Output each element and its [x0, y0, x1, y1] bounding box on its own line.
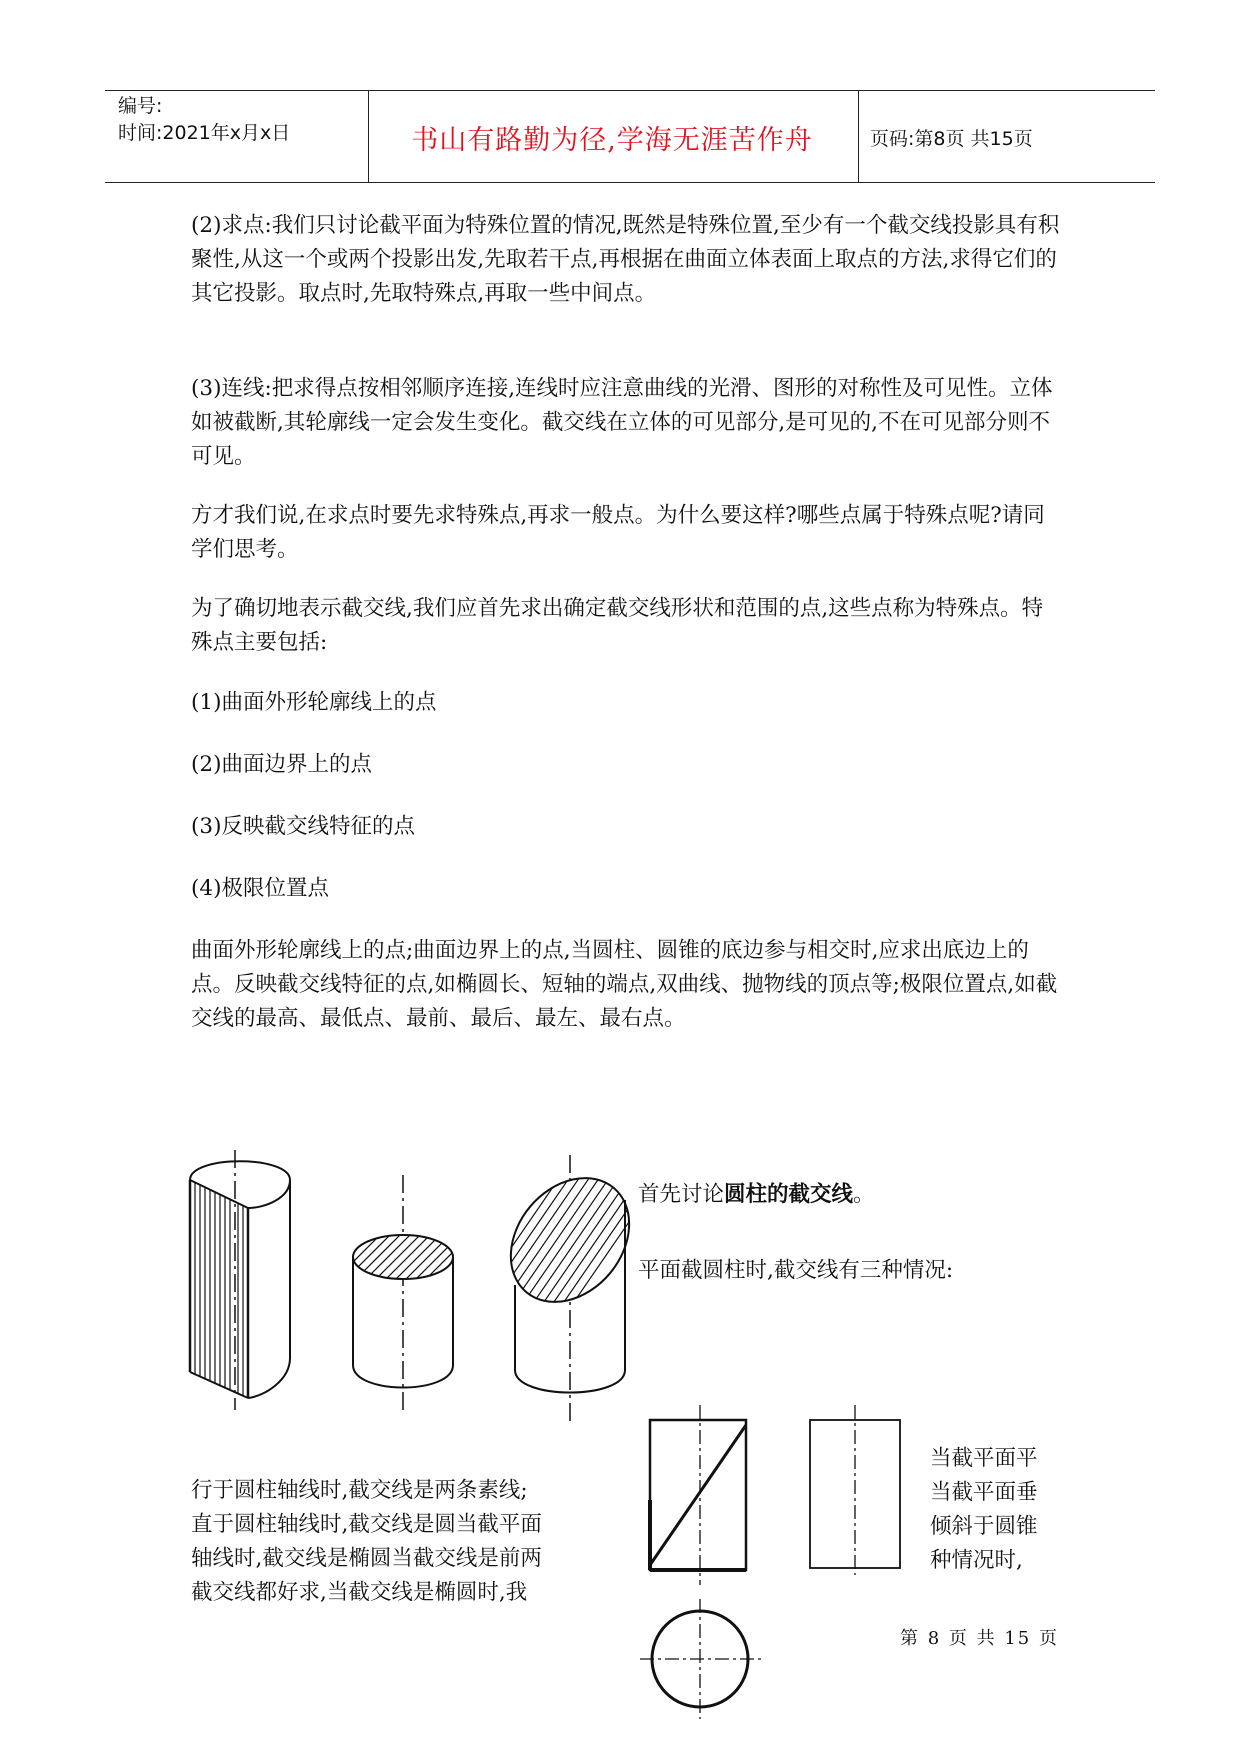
- cylinder-intro-text: [638, 1178, 875, 1212]
- header-motto: 书山有路勤为径,学海无涯苦作舟: [411, 125, 813, 156]
- intro-bold: 圆柱的截交线: [724, 1182, 854, 1207]
- paragraph-special-points: 为了确切地表示截交线,我们应首先求出确定截交线形状和范围的点,这些点称为特殊点。特殊点主要包括:: [191, 596, 1044, 655]
- list-item-4: (4)极限位置点: [191, 876, 329, 901]
- header-divider-right: [858, 90, 859, 182]
- left-line-3: 轴线时,截交线是椭圆当截交线是前两: [191, 1546, 542, 1571]
- paragraph-question: 方才我们说,在求点时要先求特殊点,再求一般点。为什么要这样?哪些点属于特殊点呢?请同学们思考。: [191, 503, 1045, 562]
- left-line-1: 行于圆柱轴线时,截交线是两条素线;: [191, 1478, 528, 1503]
- cylinder-oblique-cut-figure: [505, 1155, 635, 1425]
- paragraph-connect-lines: (3)连线:把求得点按相邻顺序连接,连线时应注意曲线的光滑、图形的对称性及可见性。立体如被截断,其轮廓线一定会发生变化。截交线在立体的可见部分,是可见的,不在可见部分则不可见。: [191, 376, 1053, 469]
- paragraph-point-types: 曲面外形轮廓线上的点;曲面边界上的点,当圆柱、圆锥的底边参与相交时,应求出底边上的点。反映截交线特征的点,如椭圆长、短轴的端点,双曲线、抛物线的顶点等;极限位置点,如截交线的最高、最低点、最前、最后、最左、最右点。: [191, 938, 1058, 1031]
- right-line-1: 当截平面平: [930, 1446, 1038, 1471]
- header-divider-left: [368, 90, 369, 182]
- right-line-2: 当截平面垂: [930, 1480, 1038, 1505]
- left-line-4: 截交线都好求,当截交线是椭圆时,我: [191, 1580, 528, 1605]
- top-view-circle: [638, 1595, 768, 1725]
- right-line-4: 种情况时,: [930, 1548, 1023, 1573]
- header-time: 时间:2021年x月x日: [118, 122, 291, 144]
- cylinder-perpendicular-cut-figure: [340, 1175, 470, 1415]
- paragraph-find-points: (2)求点:我们只讨论截平面为特殊位置的情况,既然是特殊位置,至少有一个截交线投影具有积聚性,从这一个或两个投影出发,先取若干点,再根据在曲面立体表面上取点的方法,求得它们的其它投影。取点时,先取特殊点,再取一些中间点。: [191, 213, 1060, 306]
- header-bottom-rule: [105, 182, 1155, 183]
- oblique-cut-front-view: [640, 1405, 760, 1585]
- left-line-2: 直于圆柱轴线时,截交线是圆当截平面: [191, 1512, 542, 1537]
- parallel-cut-side-view: [800, 1405, 910, 1575]
- intro-suffix: 。: [853, 1182, 875, 1207]
- intro-prefix: 首先讨论: [638, 1182, 725, 1207]
- footer-page-number: 第 8 页 共 15 页: [900, 1628, 1059, 1649]
- list-item-1: (1)曲面外形轮廓线上的点: [191, 690, 437, 715]
- cylinder-parallel-cut-figure: [180, 1150, 300, 1410]
- list-item-2: (2)曲面边界上的点: [191, 752, 372, 777]
- header-top-rule: [105, 90, 1155, 91]
- header-page-number: 页码:第8页 共15页: [870, 128, 1033, 150]
- header-number: 编号:: [118, 95, 163, 117]
- header-info: [118, 93, 290, 147]
- right-line-3: 倾斜于圆锥: [930, 1514, 1038, 1539]
- three-cases-text: 平面截圆柱时,截交线有三种情况:: [638, 1258, 954, 1283]
- list-item-3: (3)反映截交线特征的点: [191, 814, 415, 839]
